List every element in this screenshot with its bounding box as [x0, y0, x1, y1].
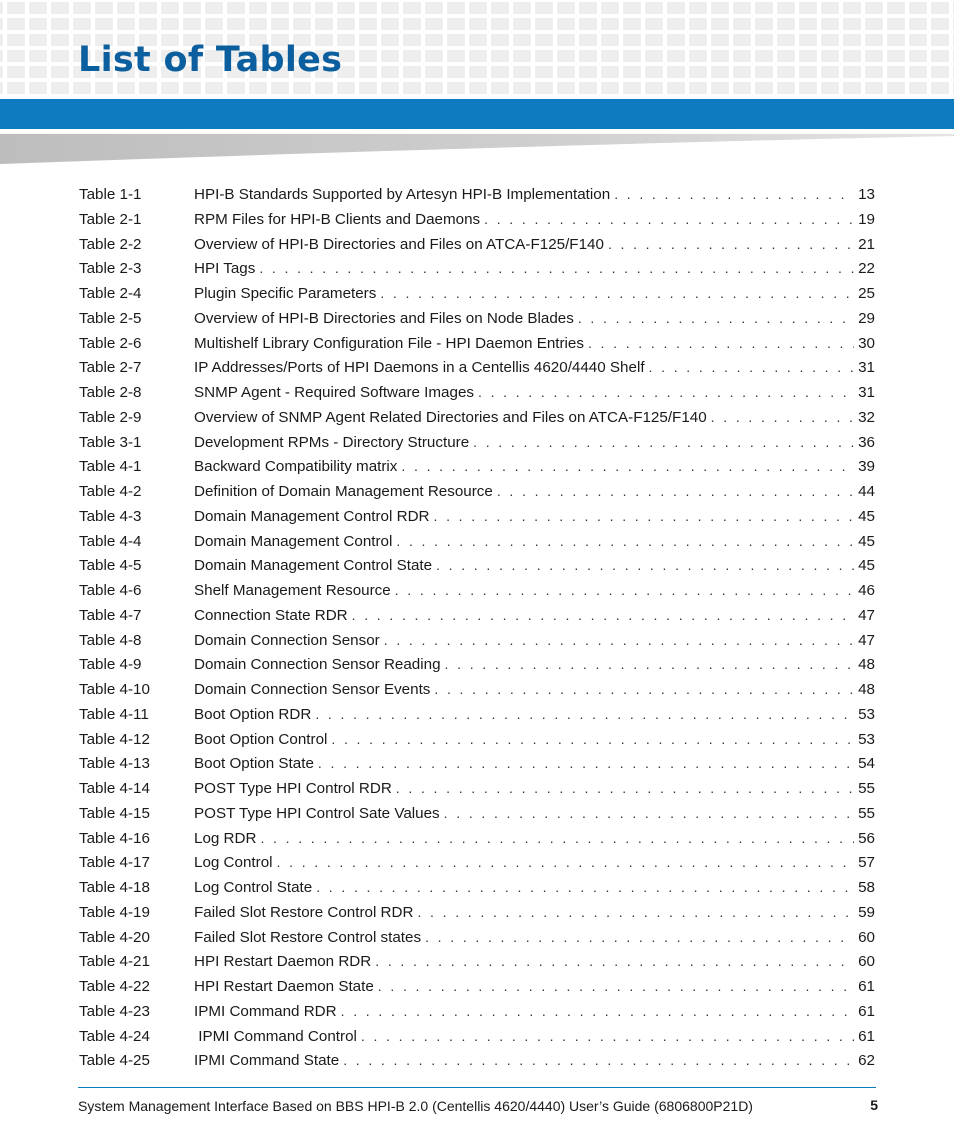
toc-entry[interactable] [79, 256, 875, 281]
table-title: Boot Option State [194, 755, 314, 773]
table-number: Table 4-4 [79, 532, 142, 550]
footer-page-number: 5 [870, 1097, 878, 1113]
table-number: Table 4-8 [79, 631, 142, 649]
dot-leader [384, 628, 854, 653]
table-title: IPMI Command State [194, 1052, 340, 1070]
dot-leader [578, 306, 854, 331]
table-number: Table 4-5 [79, 557, 142, 575]
page-number: 60 [858, 928, 875, 946]
table-number: Table 4-2 [79, 483, 142, 500]
page-number: 21 [858, 235, 875, 253]
toc-entry[interactable] [79, 405, 875, 430]
table-title: Failed Slot Restore Control RDR [194, 903, 414, 921]
page-title: List of Tables [78, 40, 343, 80]
page-number: 53 [858, 730, 875, 748]
table-number: Table 2-7 [79, 359, 142, 377]
toc-entry[interactable] [79, 578, 875, 603]
table-number: Table 4-18 [79, 879, 150, 896]
toc-entry[interactable] [79, 331, 875, 356]
page-number: 55 [858, 804, 875, 822]
dot-leader [396, 529, 854, 554]
table-number: Table 4-23 [79, 1002, 150, 1020]
toc-entry[interactable] [79, 702, 875, 727]
page-number: 53 [858, 705, 875, 723]
page-number: 58 [858, 879, 875, 896]
table-title: HPI-B Standards Supported by Artesyn HPI-B Implementation [194, 186, 611, 203]
toc-entry[interactable] [79, 826, 875, 851]
toc-entry[interactable] [79, 603, 875, 628]
table-number: Table 2-4 [79, 285, 142, 302]
table-number: Table 4-17 [79, 854, 150, 872]
dot-leader [315, 702, 854, 727]
dot-leader [436, 553, 854, 578]
page-number: 45 [858, 532, 875, 550]
table-number: Table 4-13 [79, 755, 150, 773]
table-title: Shelf Management Resource [194, 582, 391, 599]
page-number: 45 [858, 557, 875, 575]
toc-entry[interactable] [79, 430, 875, 455]
table-number: Table 2-2 [79, 235, 142, 253]
table-title: Domain Connection Sensor [194, 631, 380, 649]
table-number: Table 4-9 [79, 656, 142, 674]
table-title: Log Control [194, 854, 273, 872]
page-number: 62 [858, 1052, 875, 1070]
toc-entry[interactable] [79, 504, 875, 529]
toc-entry[interactable] [79, 1024, 875, 1049]
page-number: 44 [858, 483, 875, 500]
table-title: SNMP Agent - Required Software Images [194, 384, 474, 401]
page-number: 47 [858, 606, 875, 624]
table-number: Table 2-5 [79, 309, 142, 327]
toc-entry[interactable] [79, 529, 875, 554]
table-number: Table 1-1 [79, 186, 142, 203]
dot-leader [473, 430, 854, 455]
table-title: HPI Restart Daemon State [194, 978, 374, 995]
table-title: Domain Connection Sensor Reading [194, 656, 441, 674]
toc-entry[interactable] [79, 801, 875, 826]
toc-entry[interactable] [79, 281, 875, 306]
table-title: IPMI Command Control [194, 1027, 357, 1045]
toc-entry[interactable] [79, 454, 875, 479]
page-number: 59 [858, 903, 875, 921]
dot-leader [341, 999, 854, 1024]
footer-document-title: System Management Interface Based on BBS HPI-B 2.0 (Centellis 4620/4440) User’s Guide (6806800P21D) [78, 1098, 753, 1114]
page-number: 61 [858, 1027, 875, 1045]
table-title: Overview of SNMP Agent Related Directories and Files on ATCA-F125/F140 [194, 408, 707, 426]
page-number: 19 [858, 210, 875, 228]
table-number: Table 4-11 [79, 705, 149, 723]
toc-entry[interactable] [79, 479, 875, 504]
list-of-tables [79, 182, 875, 1073]
page-number: 57 [858, 854, 875, 872]
page-number: 48 [858, 681, 875, 698]
dot-leader [396, 776, 854, 801]
page-number: 45 [858, 507, 875, 525]
toc-entry[interactable] [79, 553, 875, 578]
table-number: Table 4-21 [79, 953, 150, 971]
toc-entry[interactable] [79, 999, 875, 1024]
dot-leader [711, 405, 854, 430]
table-number: Table 4-22 [79, 978, 150, 995]
page-number: 61 [858, 1002, 875, 1020]
page-number: 48 [858, 656, 875, 674]
dot-leader [361, 1024, 854, 1049]
table-number: Table 2-1 [79, 210, 142, 228]
toc-entry[interactable] [79, 727, 875, 752]
page-number: 30 [858, 334, 875, 352]
toc-entry[interactable] [79, 232, 875, 257]
table-title: Plugin Specific Parameters [194, 285, 377, 302]
page-number: 54 [858, 755, 875, 773]
dot-leader [352, 603, 854, 628]
toc-entry[interactable] [79, 850, 875, 875]
toc-entry[interactable] [79, 677, 875, 702]
dot-leader [588, 331, 854, 356]
toc-entry[interactable] [79, 900, 875, 925]
table-title: Multishelf Library Configuration File - HPI Daemon Entries [194, 334, 584, 352]
page-number: 22 [858, 260, 875, 278]
dot-leader [444, 801, 854, 826]
footer-rule [78, 1087, 876, 1088]
table-number: Table 4-25 [79, 1052, 150, 1070]
table-title: HPI Tags [194, 260, 256, 278]
table-number: Table 3-1 [79, 433, 142, 451]
toc-entry[interactable] [79, 182, 875, 207]
table-number: Table 4-1 [79, 458, 142, 476]
dot-leader [316, 875, 854, 900]
dot-leader [378, 974, 854, 999]
dot-leader [343, 1048, 854, 1073]
toc-entry[interactable] [79, 306, 875, 331]
header-blue-band [0, 99, 954, 129]
table-title: Domain Management Control RDR [194, 507, 430, 525]
table-title: Domain Connection Sensor Events [194, 681, 431, 698]
table-number: Table 2-3 [79, 260, 142, 278]
dot-leader [614, 182, 854, 207]
table-number: Table 4-16 [79, 829, 150, 847]
page-number: 31 [858, 384, 875, 401]
table-title: POST Type HPI Control Sate Values [194, 804, 440, 822]
table-number: Table 4-12 [79, 730, 150, 748]
table-title: POST Type HPI Control RDR [194, 780, 392, 797]
dot-leader [331, 727, 854, 752]
table-number: Table 4-19 [79, 903, 150, 921]
dot-leader [395, 578, 854, 603]
toc-entry[interactable] [79, 652, 875, 677]
page-number: 31 [858, 359, 875, 377]
table-title: Boot Option Control [194, 730, 328, 748]
dot-leader [434, 677, 854, 702]
header-grey-swoosh [0, 131, 954, 164]
table-title: Log Control State [194, 879, 313, 896]
dot-leader [318, 751, 854, 776]
table-number: Table 4-24 [79, 1027, 150, 1045]
toc-entry[interactable] [79, 628, 875, 653]
dot-leader [417, 900, 854, 925]
table-number: Table 2-9 [79, 408, 142, 426]
table-title: IP Addresses/Ports of HPI Daemons in a Centellis 4620/4440 Shelf [194, 359, 645, 377]
dot-leader [380, 281, 854, 306]
toc-entry[interactable] [79, 974, 875, 999]
dot-leader [649, 355, 855, 380]
table-title: HPI Restart Daemon RDR [194, 953, 372, 971]
table-number: Table 4-14 [79, 780, 150, 797]
dot-leader [401, 454, 854, 479]
dot-leader [497, 479, 854, 504]
toc-entry[interactable] [79, 207, 875, 232]
page-number: 39 [858, 458, 875, 476]
page-number: 25 [858, 285, 875, 302]
table-title: Domain Management Control [194, 532, 393, 550]
table-title: Log RDR [194, 829, 257, 847]
dot-leader [608, 232, 854, 257]
page-number: 13 [858, 186, 875, 203]
table-number: Table 4-15 [79, 804, 150, 822]
table-number: Table 4-6 [79, 582, 142, 599]
toc-entry[interactable] [79, 949, 875, 974]
table-title: Development RPMs - Directory Structure [194, 433, 470, 451]
table-title: Boot Option RDR [194, 705, 312, 723]
dot-leader [484, 207, 854, 232]
toc-entry[interactable] [79, 925, 875, 950]
toc-entry[interactable] [79, 776, 875, 801]
dot-leader [259, 256, 854, 281]
dot-leader [375, 949, 854, 974]
table-number: Table 4-10 [79, 681, 150, 698]
table-number: Table 2-8 [79, 384, 142, 401]
table-title: Domain Management Control State [194, 557, 433, 575]
table-title: IPMI Command RDR [194, 1002, 337, 1020]
toc-entry[interactable] [79, 875, 875, 900]
page-number: 36 [858, 433, 875, 451]
table-number: Table 4-3 [79, 507, 142, 525]
table-number: Table 4-7 [79, 606, 142, 624]
dot-leader [434, 504, 855, 529]
page-number: 56 [858, 829, 875, 847]
page-number: 32 [858, 408, 875, 426]
table-title: Overview of HPI-B Directories and Files on ATCA-F125/F140 [194, 235, 604, 253]
toc-entry[interactable] [79, 380, 875, 405]
dot-leader [260, 826, 854, 851]
page-number: 47 [858, 631, 875, 649]
table-title: Definition of Domain Management Resource [194, 483, 493, 500]
page-number: 60 [858, 953, 875, 971]
table-title: Backward Compatibility matrix [194, 458, 398, 476]
toc-entry[interactable] [79, 751, 875, 776]
page-number: 55 [858, 780, 875, 797]
page-number: 46 [858, 582, 875, 599]
table-title: Failed Slot Restore Control states [194, 928, 422, 946]
dot-leader [425, 925, 854, 950]
dot-leader [445, 652, 855, 677]
page-number: 61 [858, 978, 875, 995]
dot-leader [277, 850, 855, 875]
table-number: Table 4-20 [79, 928, 150, 946]
toc-entry[interactable] [79, 355, 875, 380]
table-title: Connection State RDR [194, 606, 348, 624]
table-number: Table 2-6 [79, 334, 142, 352]
dot-leader [478, 380, 854, 405]
toc-entry[interactable] [79, 1048, 875, 1073]
page-number: 29 [858, 309, 875, 327]
table-title: Overview of HPI-B Directories and Files on Node Blades [194, 309, 574, 327]
table-title: RPM Files for HPI-B Clients and Daemons [194, 210, 481, 228]
